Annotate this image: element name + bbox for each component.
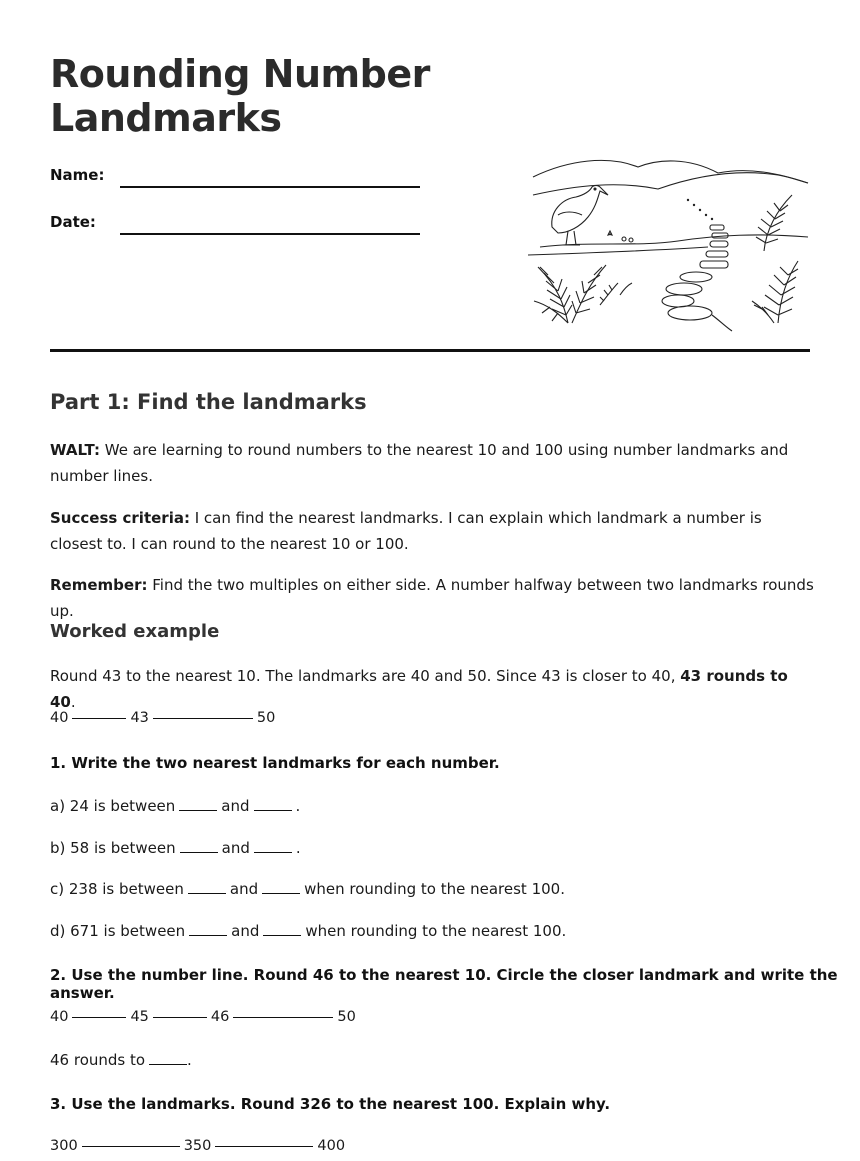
question-2-prompt: 2. Use the number line. Round 46 to the nearest 10. Circle the closer landmark and write the answer.: [50, 966, 838, 1002]
worksheet-title: [50, 52, 470, 140]
answer-blank[interactable]: [254, 796, 292, 811]
number-line-label: 46: [210, 1009, 230, 1025]
question-2-number-line: [50, 1007, 356, 1027]
item-text: d) 671 is between: [50, 922, 186, 940]
success-criteria-paragraph: [50, 505, 815, 557]
number-line-label: 50: [337, 1009, 356, 1025]
number-line-segment: [72, 718, 126, 719]
item-text: and: [221, 797, 250, 815]
number-line-segment: [153, 1017, 207, 1018]
number-line-segment: [82, 1146, 180, 1147]
name-field[interactable]: [120, 186, 420, 188]
number-line-segment: [215, 1146, 313, 1147]
walt-label: WALT:: [50, 441, 100, 459]
item-text: b) 58 is between: [50, 839, 176, 857]
walt-text: We are learning to round numbers to the nearest 10 and 100 using number landmarks and number lines.: [50, 441, 789, 485]
date-field[interactable]: [120, 233, 420, 235]
number-line-segment: [233, 1017, 333, 1018]
question-3-prompt: 3. Use the landmarks. Round 326 to the nearest 100. Explain why.: [50, 1095, 611, 1113]
question-3-number-line: [50, 1136, 345, 1156]
item-text: 46 rounds to: [50, 1051, 146, 1069]
item-text: and: [229, 880, 259, 898]
item-text: and: [231, 922, 260, 940]
number-line-label: 350: [183, 1138, 212, 1154]
item-text: when rounding to the nearest 100.: [304, 880, 565, 898]
success-text: I can find the nearest landmarks. I can explain which landmark a number is closest to. I can round to the nearest 10 or 100.: [50, 509, 762, 553]
answer-blank[interactable]: [179, 796, 217, 811]
number-line-label: 40: [50, 1009, 69, 1025]
number-line-label: 43: [130, 710, 149, 726]
question-1d: [50, 921, 566, 940]
number-line-label: 40: [50, 710, 69, 726]
title-line-1: Rounding Number: [50, 52, 430, 96]
question-1b: [50, 838, 301, 857]
walt-paragraph: [50, 437, 815, 489]
answer-blank[interactable]: [149, 1050, 187, 1065]
item-text: c) 238 is between: [50, 880, 184, 898]
landscape-icon: [528, 155, 812, 333]
question-1a: [50, 796, 300, 815]
date-label: Date:: [50, 213, 96, 231]
name-label: Name:: [50, 166, 105, 184]
number-line-segment: [153, 718, 253, 719]
question-2-answer: [50, 1050, 192, 1069]
worked-text-after: .: [70, 693, 76, 711]
remember-paragraph: [50, 572, 815, 624]
item-text: .: [295, 797, 301, 815]
answer-blank[interactable]: [188, 879, 226, 894]
answer-blank[interactable]: [189, 921, 227, 936]
worked-example-heading: Worked example: [50, 621, 220, 642]
item-text: and: [221, 839, 250, 857]
remember-text: Find the two multiples on either side. A number halfway between two landmarks rounds up.: [50, 576, 814, 620]
item-text: .: [187, 1051, 192, 1069]
worked-number-line: [50, 708, 275, 728]
item-text: when rounding to the nearest 100.: [305, 922, 567, 940]
question-1c: [50, 879, 565, 898]
remember-label: Remember:: [50, 576, 148, 594]
question-1-prompt: 1. Write the two nearest landmarks for each number.: [50, 754, 500, 772]
worked-text-before: Round 43 to the nearest 10. The landmarks are 40 and 50. Since 43 is closer to 40,: [50, 667, 681, 685]
success-label: Success criteria:: [50, 509, 190, 527]
title-line-2: Landmarks: [50, 96, 282, 140]
answer-blank[interactable]: [180, 838, 218, 853]
answer-blank[interactable]: [262, 879, 300, 894]
number-line-label: 50: [256, 710, 276, 726]
item-text: a) 24 is between: [50, 797, 176, 815]
part1-heading: Part 1: Find the landmarks: [50, 390, 367, 414]
number-line-label: 300: [50, 1138, 78, 1154]
item-text: .: [295, 839, 301, 857]
worked-text-bold: 43 rounds to 40: [50, 667, 788, 711]
number-line-segment: [72, 1017, 126, 1018]
answer-blank[interactable]: [254, 838, 292, 853]
number-line-label: 45: [130, 1009, 149, 1025]
header-divider: [50, 349, 810, 352]
number-line-label: 400: [317, 1138, 346, 1154]
answer-blank[interactable]: [263, 921, 301, 936]
